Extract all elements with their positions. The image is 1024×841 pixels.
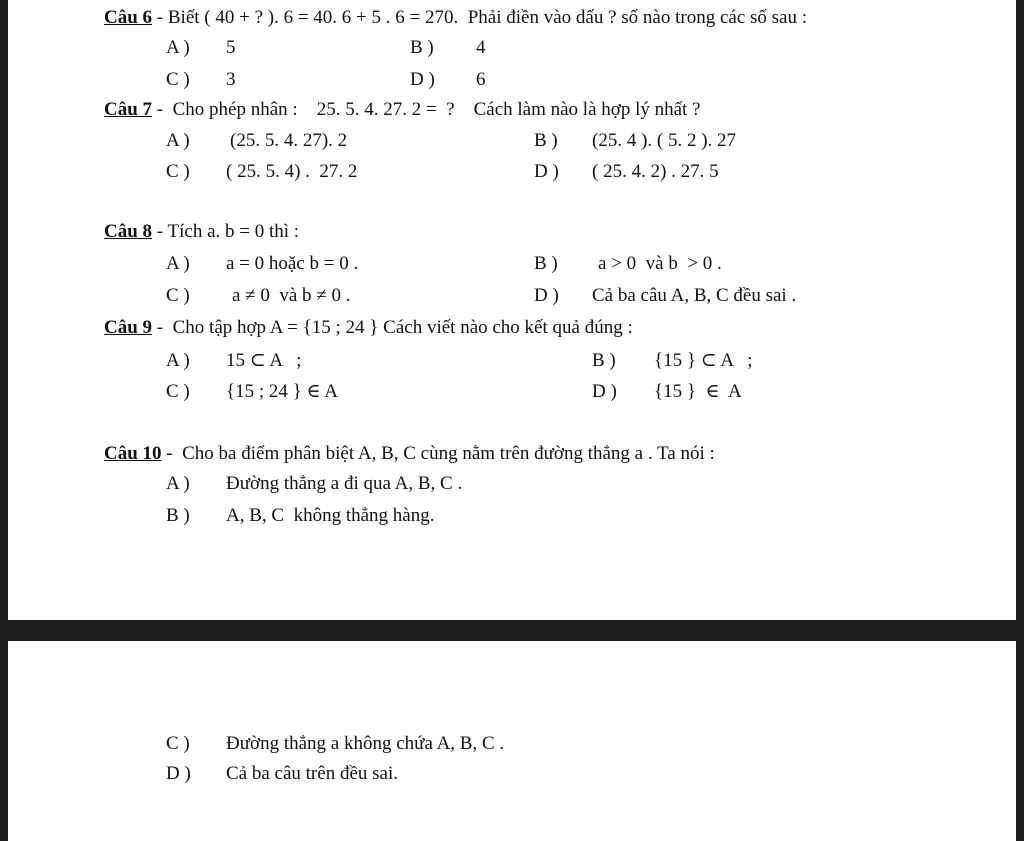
q7-option-b-value: (25. 4 ). ( 5. 2 ). 27 [592,130,737,151]
q7-option-a-value: (25. 5. 4. 27). 2 [230,130,348,151]
q9-option-c-value: {15 ; 24 } ∈ A [226,381,339,402]
page-sheet-bottom [8,641,1016,841]
question-10-stem [104,442,715,466]
question-text: - Cho phép nhân : 25. 5. 4. 27. 2 = ? Cách làm nào là hợp lý nhất ? [152,99,701,120]
q9-option-a-value: 15 ⊂ A ; [226,350,302,371]
q10-option-a-value: Đường thẳng a đi qua A, B, C . [226,473,463,494]
q6-option-d-value: 6 [476,69,486,90]
q10-option-c-value: Đường thẳng a không chứa A, B, C . [226,733,505,754]
question-7-stem [104,98,701,122]
q10-option-a-key: A ) [166,473,190,494]
question-number: Câu 7 [104,99,153,120]
question-number: Câu 6 [104,7,153,28]
question-number: Câu 9 [104,317,153,338]
q9-option-c-key: C ) [166,381,190,402]
q10-option-c-key: C ) [166,733,190,754]
question-text: - Biết ( 40 + ? ). 6 = 40. 6 + 5 . 6 = 270. Phải điền vào dấu ? số nào trong các số sau : [152,7,808,28]
question-8-stem [104,220,299,244]
q6-option-d-key: D ) [410,69,435,90]
q8-option-a-value: a = 0 hoặc b = 0 . [226,253,359,274]
q8-option-c-value: a ≠ 0 và b ≠ 0 . [232,285,351,306]
q8-option-d-key: D ) [534,285,559,306]
q10-option-b-value: A, B, C không thẳng hàng. [226,505,435,526]
q7-option-c-value: ( 25. 5. 4) . 27. 2 [226,161,358,182]
q7-option-a-key: A ) [166,130,190,151]
q7-option-b-key: B ) [534,130,558,151]
question-number: Câu 10 [104,443,162,464]
q10-option-d-value: Cả ba câu trên đều sai. [226,763,398,784]
page-sheet-top [8,0,1016,620]
question-text: - Cho tập hợp A = {15 ; 24 } Cách viết nào cho kết quả đúng : [152,317,633,338]
q9-option-b-value: {15 } ⊂ A ; [654,350,753,371]
q9-option-b-key: B ) [592,350,616,371]
q10-option-b-key: B ) [166,505,190,526]
q9-option-d-key: D ) [592,381,617,402]
q6-option-c-key: C ) [166,69,190,90]
question-number: Câu 8 [104,221,153,242]
q8-option-b-key: B ) [534,253,558,274]
q8-option-a-key: A ) [166,253,190,274]
q9-option-d-value: {15 } ∈ A [654,381,742,402]
q8-option-d-value: Cả ba câu A, B, C đều sai . [592,285,797,306]
q10-option-d-key: D ) [166,763,191,784]
q6-option-b-value: 4 [476,37,486,58]
q7-option-d-key: D ) [534,161,559,182]
q6-option-b-key: B ) [410,37,434,58]
q9-option-a-key: A ) [166,350,190,371]
question-6-stem [104,6,807,30]
q6-option-a-key: A ) [166,37,190,58]
question-9-stem [104,316,633,340]
question-text: - Cho ba điểm phân biệt A, B, C cùng nằm trên đường thẳng a . Ta nói : [161,443,715,464]
q8-option-c-key: C ) [166,285,190,306]
q8-option-b-value: a > 0 và b > 0 . [598,253,722,274]
q7-option-c-key: C ) [166,161,190,182]
q6-option-c-value: 3 [226,69,236,90]
q6-option-a-value: 5 [226,37,236,58]
question-text: - Tích a. b = 0 thì : [152,221,300,242]
q7-option-d-value: ( 25. 4. 2) . 27. 5 [592,161,719,182]
